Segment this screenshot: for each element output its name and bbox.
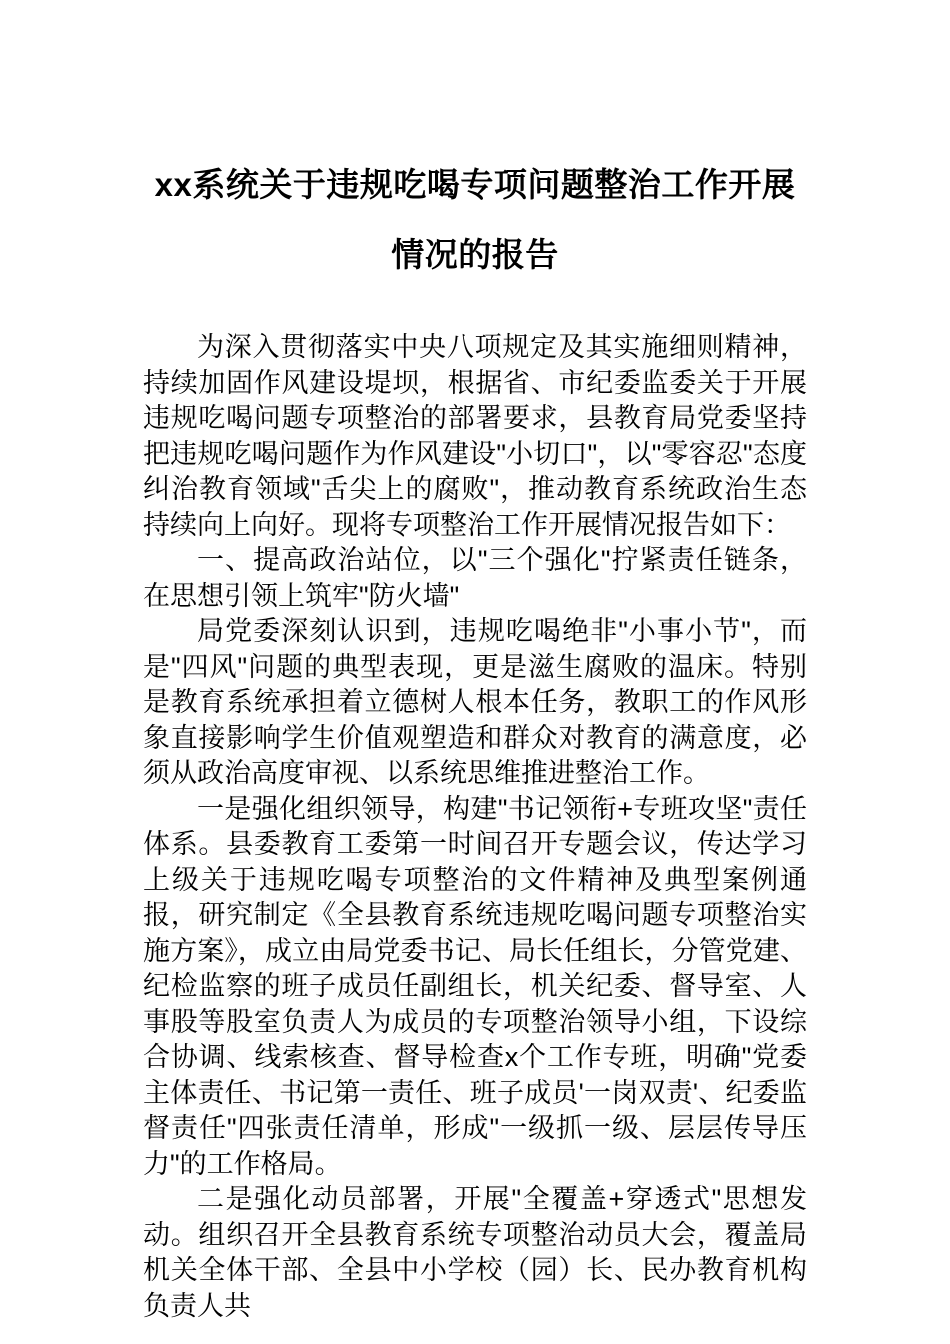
section-heading: 一、提高政治站位，以"三个强化"拧紧责任链条，在思想引领上筑牢"防火墙" (143, 545, 807, 611)
body-paragraph: 为深入贯彻落实中央八项规定及其实施细则精神，持续加固作风建设堤坝，根据省、市纪委监委关于开展违规吃喝问题专项整治的部署要求，县教育局党委坚持把违规吃喝问题作为作风建设"小切口"，以"零容忍"态度纠治教育领域"舌尖上的腐败"，推动教育系统政治生态持续向上向好。现将专项整治工作开展情况报告如下： (143, 332, 807, 540)
document-title: xx系统关于违规吃喝专项问题整治工作开展情况的报告 (154, 166, 796, 273)
document-body (143, 330, 807, 1324)
body-paragraph: 一是强化组织领导，构建"书记领衔+专班攻坚"责任体系。县委教育工委第一时间召开专题会议，传达学习上级关于违规吃喝专项整治的文件精神及典型案例通报，研究制定《全县教育系统违规吃喝问题专项整治实施方案》，成立由局党委书记、局长任组长，分管党建、纪检监察的班子成员任副组长，机关纪委、督导室、人事股等股室负责人为成员的专项整治领导小组，下设综合协调、线索核查、督导检查x个工作专班，明确"党委主体责任、书记第一责任、班子成员'一岗双责'、纪委监督责任"四张责任清单，形成"一级抓一级、层层传导压力"的工作格局。 (143, 793, 807, 1179)
body-paragraph: 二是强化动员部署，开展"全覆盖+穿透式"思想发动。组织召开全县教育系统专项整治动员大会，覆盖局机关全体干部、全县中小学校（园）长、民办教育机构负责人共 (143, 1184, 807, 1321)
body-paragraph: 局党委深刻认识到，违规吃喝绝非"小事小节"，而是"四风"问题的典型表现，更是滋生腐败的温床。特别是教育系统承担着立德树人根本任务，教职工的作风形象直接影响学生价值观塑造和群众对教育的满意度，必须从政治高度审视、以系统思维推进整治工作。 (143, 616, 807, 788)
